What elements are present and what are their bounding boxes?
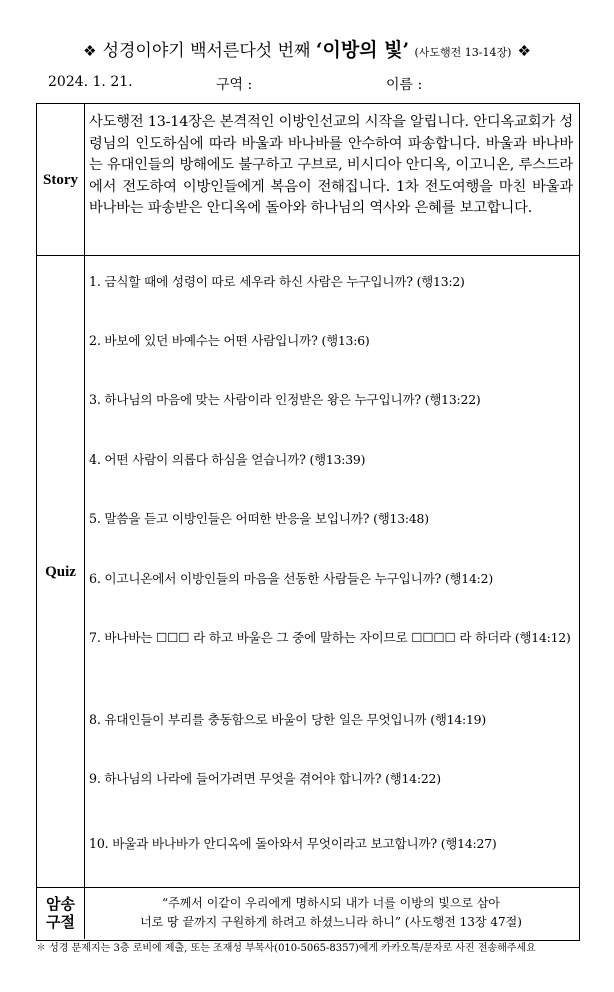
worksheet-title: [0, 38, 614, 65]
quiz-question-list: [89, 256, 573, 887]
memory-verse-reference: (사도행전 13장 47절): [404, 915, 522, 929]
quiz-question: 10. 바울과 바나바가 안디옥에 돌아와서 무엇이라고 보고합니까? (행14:27): [89, 836, 497, 851]
title-reference: (사도행전 13-14장): [414, 46, 512, 59]
story-label: Story: [37, 104, 85, 255]
area-field-label: 구역 :: [216, 77, 253, 93]
memory-verse-text: [89, 894, 573, 932]
quiz-question: 4. 어떤 사람이 의롭다 하심을 얻습니까? (행13:39): [89, 452, 366, 467]
quiz-label: Quiz: [37, 256, 85, 887]
name-field-label: 이름 :: [386, 77, 423, 93]
quiz-question: 1. 금식할 때에 성령이 따로 세우라 하신 사람은 누구입니까? (행13:2): [89, 274, 465, 289]
title-prefix: 성경이야기 백서른다섯 번째: [102, 41, 311, 61]
title-main: ‘이방의 빛’: [315, 39, 410, 61]
memory-verse-row: [37, 888, 579, 939]
story-text: 사도행전 13-14장은 본격적인 이방인선교의 시작을 알립니다. 안디옥교회가 성령님의 인도하심에 따라 바울과 바나바를 안수하여 파송합니다. 바울과 바나바는 유대인들의 방해에도 불구하고 구브로, 비시디아 안디옥, 이고니온, 루스드라에서 전도하여 이방인들에게 복음이 전해집니다. 1차 전도여행을 마친 바울과 바나바는 파송받은 안디옥에 돌아와 하나님의 역사와 은혜를 보고합니다.: [89, 114, 573, 217]
date-text: 2024. 1. 21.: [48, 74, 133, 90]
quiz-question: 5. 말씀을 듣고 이방인들은 어떠한 반응을 보입니까? (행13:48): [89, 511, 429, 526]
quiz-question: 9. 하나님의 나라에 들어가려면 무엇을 겪어야 합니까? (행14:22): [89, 771, 441, 786]
worksheet-table: [36, 103, 580, 941]
quiz-question: 2. 바보에 있던 바예수는 어떤 사람입니까? (행13:6): [89, 333, 370, 348]
quiz-question: 7. 바나바는 ☐☐☐ 라 하고 바울은 그 중에 말하는 자이므로 ☐☐☐☐ 라 하더라 (행14:12): [89, 630, 571, 645]
quiz-row: [37, 256, 579, 888]
memory-verse-line: 너로 땅 끝까지 구원하게 하려고 하셨느니라 하니” (사도행전 13장 47절): [140, 915, 522, 929]
memory-verse-label: 암송 구절: [37, 888, 85, 939]
diamond-ornament-icon: ❖: [83, 42, 97, 60]
submission-footnote: ✽ 성경 문제지는 3층 로비에 제출, 또는 조재성 부목사(010-5065-8357)에게 카카오톡/문자로 사진 전송해주세요: [36, 943, 536, 954]
diamond-ornament-icon: ❖: [517, 42, 531, 60]
story-row: [37, 104, 579, 256]
quiz-question: 3. 하나님의 마음에 맞는 사람이라 인정받은 왕은 누구입니까? (행13:22): [89, 392, 481, 407]
memory-verse-line: “주께서 이같이 우리에게 명하시되 내가 너를 이방의 빛으로 삼아: [161, 896, 501, 910]
quiz-question: 6. 이고니온에서 이방인들의 마음을 선동한 사람들은 누구입니까? (행14:2): [89, 571, 493, 586]
meta-row: [48, 74, 588, 94]
quiz-question: 8. 유대인들이 부리를 충동함으로 바울이 당한 일은 무엇입니까 (행14:19): [89, 712, 486, 727]
